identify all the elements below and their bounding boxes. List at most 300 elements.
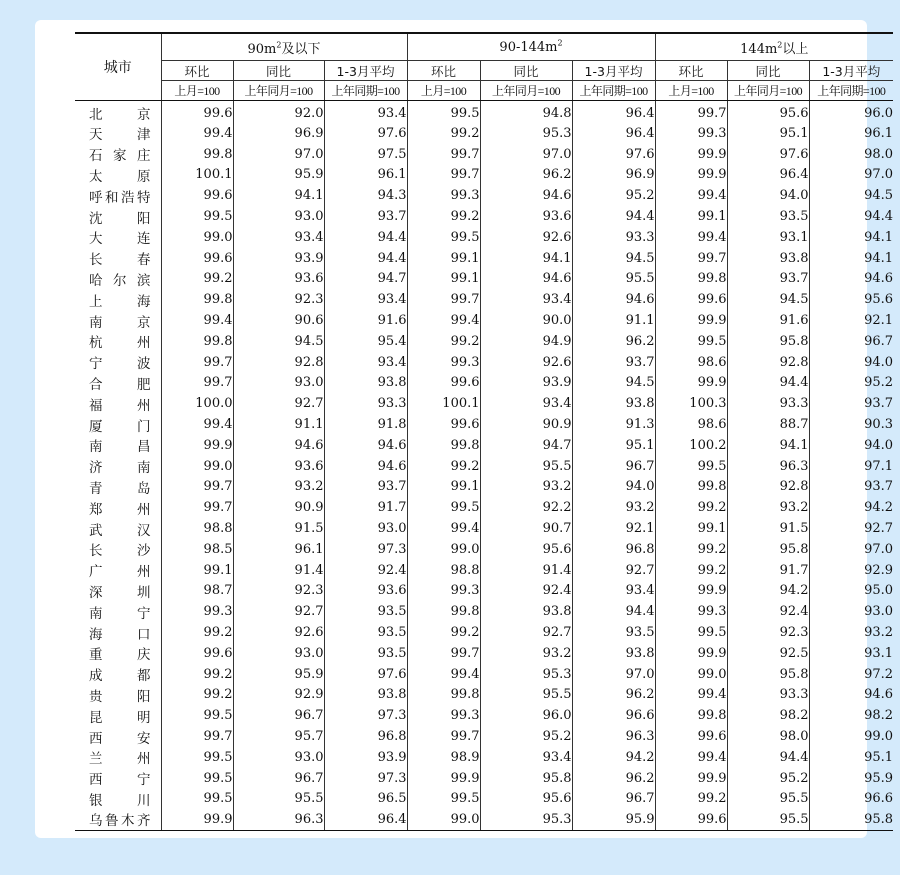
- index-value: 93.0: [233, 206, 324, 227]
- index-value: 98.0: [864, 146, 894, 162]
- base-header: 上年同期=100: [809, 81, 893, 101]
- index-value: 99.5: [407, 789, 480, 810]
- index-value: 94.6: [480, 185, 572, 206]
- index-value: 95.6: [480, 789, 572, 810]
- index-value: 98.2: [864, 708, 894, 724]
- index-value: 95.1: [864, 749, 894, 765]
- index-value: 94.6: [233, 435, 324, 456]
- index-value: 99.6: [161, 643, 233, 664]
- table-row: [75, 747, 893, 768]
- index-value: 90.6: [233, 310, 324, 331]
- index-value: 94.8: [480, 101, 572, 124]
- index-value: 99.6: [655, 289, 727, 310]
- index-value: 94.1: [727, 435, 809, 456]
- index-value: 99.5: [161, 747, 233, 768]
- index-value: 96.4: [572, 123, 655, 144]
- index-value: 92.8: [727, 352, 809, 373]
- index-value: 93.8: [480, 601, 572, 622]
- table-row: [75, 269, 893, 290]
- index-value: 94.0: [727, 185, 809, 206]
- index-value: 98.6: [655, 352, 727, 373]
- index-value: 93.8: [572, 643, 655, 664]
- index-value: 95.2: [480, 726, 572, 747]
- base-header: 上年同月=100: [480, 81, 572, 101]
- table-row: [75, 456, 893, 477]
- index-value: 99.5: [161, 768, 233, 789]
- city-name: 昆明: [75, 705, 161, 726]
- index-value: 93.2: [864, 625, 894, 641]
- city-name: 济南: [75, 456, 161, 477]
- superscript-2: 2: [777, 40, 783, 50]
- index-value: 95.9: [864, 770, 894, 786]
- index-value: 93.3: [727, 393, 809, 414]
- index-value: 99.6: [655, 809, 727, 830]
- city-name: 福州: [75, 393, 161, 414]
- index-value: 94.7: [480, 435, 572, 456]
- city-name: 石家庄: [75, 144, 161, 165]
- index-value: 94.2: [727, 581, 809, 602]
- index-value: 97.6: [324, 123, 407, 144]
- metric-header: 环比: [407, 61, 480, 81]
- index-value: 96.7: [572, 789, 655, 810]
- index-value: 91.6: [324, 310, 407, 331]
- table-body: [75, 101, 893, 831]
- index-value: 93.9: [233, 248, 324, 269]
- index-value: 99.3: [407, 581, 480, 602]
- city-name: 南京: [75, 310, 161, 331]
- index-value: 91.4: [233, 560, 324, 581]
- city-name: 成都: [75, 664, 161, 685]
- city-name: 郑州: [75, 497, 161, 518]
- index-value: 99.2: [407, 123, 480, 144]
- index-value: 99.7: [407, 144, 480, 165]
- index-value: 94.6: [572, 289, 655, 310]
- superscript-2: 2: [557, 38, 563, 48]
- index-value: 93.0: [233, 747, 324, 768]
- index-value: 96.2: [480, 165, 572, 186]
- table-row: [75, 560, 893, 581]
- index-value: 99.1: [655, 206, 727, 227]
- index-value: 93.3: [324, 393, 407, 414]
- index-value: 94.4: [727, 373, 809, 394]
- index-value: 96.4: [572, 101, 655, 124]
- index-value: 99.4: [407, 310, 480, 331]
- index-value: 94.9: [480, 331, 572, 352]
- table-row: [75, 539, 893, 560]
- index-value: 99.2: [655, 497, 727, 518]
- index-value: 94.6: [324, 456, 407, 477]
- index-value: 97.0: [480, 144, 572, 165]
- index-value: 94.4: [572, 206, 655, 227]
- index-value: 99.7: [407, 726, 480, 747]
- city-name: 上海: [75, 289, 161, 310]
- index-value: 92.4: [324, 560, 407, 581]
- index-value: 96.2: [572, 685, 655, 706]
- index-value: 95.1: [572, 435, 655, 456]
- table-card: [35, 20, 894, 838]
- metric-header: 同比: [480, 61, 572, 81]
- index-value: 94.5: [233, 331, 324, 352]
- index-value: 94.2: [864, 500, 894, 516]
- index-value: 96.2: [572, 331, 655, 352]
- index-value: 88.7: [727, 414, 809, 435]
- index-value: 93.9: [324, 747, 407, 768]
- base-header: 上月=100: [655, 81, 727, 101]
- index-value: 95.9: [233, 664, 324, 685]
- base-header: 上年同期=100: [324, 81, 407, 101]
- index-value: 93.9: [480, 373, 572, 394]
- index-value: 92.6: [480, 352, 572, 373]
- index-value: 99.8: [407, 601, 480, 622]
- city-name: 兰州: [75, 747, 161, 768]
- index-value: 99.6: [407, 414, 480, 435]
- index-value: 99.4: [407, 518, 480, 539]
- index-value: 93.7: [864, 479, 894, 495]
- index-value: 98.2: [727, 705, 809, 726]
- index-value: 100.1: [407, 393, 480, 414]
- table-row: [75, 497, 893, 518]
- index-value: 99.0: [655, 664, 727, 685]
- index-value: 96.1: [233, 539, 324, 560]
- table-row: [75, 809, 893, 830]
- table-row: [75, 101, 893, 124]
- index-value: 97.3: [324, 705, 407, 726]
- table-row: [75, 248, 893, 269]
- city-name: 长沙: [75, 539, 161, 560]
- index-value: 100.3: [655, 393, 727, 414]
- index-value: 93.8: [572, 393, 655, 414]
- index-value: 91.5: [233, 518, 324, 539]
- table-row: [75, 435, 893, 456]
- table-row: [75, 227, 893, 248]
- column-group-header: $90-144m^2$: [407, 33, 655, 61]
- index-value: 97.6: [727, 144, 809, 165]
- metric-header: 1-3月平均: [572, 61, 655, 81]
- index-value: 97.0: [572, 664, 655, 685]
- index-value: 94.0: [572, 477, 655, 498]
- table-row: [75, 185, 893, 206]
- index-value: 99.5: [161, 206, 233, 227]
- index-value: 95.6: [864, 292, 894, 308]
- index-value: 99.8: [161, 331, 233, 352]
- table-row: [75, 664, 893, 685]
- index-value: 98.6: [655, 414, 727, 435]
- index-value: 94.6: [324, 435, 407, 456]
- index-value: 93.5: [727, 206, 809, 227]
- index-value: 99.9: [655, 144, 727, 165]
- city-name: 青岛: [75, 477, 161, 498]
- index-value: 99.3: [655, 123, 727, 144]
- table-row: [75, 768, 893, 789]
- index-value: 99.9: [655, 768, 727, 789]
- index-value: 92.0: [233, 101, 324, 124]
- index-value: 99.1: [655, 518, 727, 539]
- index-value: 94.4: [727, 747, 809, 768]
- index-value: 99.2: [407, 456, 480, 477]
- index-value: 97.0: [864, 167, 894, 183]
- index-value: 92.4: [480, 581, 572, 602]
- index-value: 99.2: [161, 685, 233, 706]
- index-value: 92.5: [727, 643, 809, 664]
- city-name: 西宁: [75, 768, 161, 789]
- index-value: 99.7: [655, 248, 727, 269]
- index-value: 99.6: [407, 373, 480, 394]
- index-value: 92.3: [727, 622, 809, 643]
- index-value: 99.7: [655, 101, 727, 124]
- column-header-city: 城市: [75, 33, 161, 101]
- city-name: 深圳: [75, 581, 161, 602]
- index-value: 94.1: [480, 248, 572, 269]
- index-value: 92.7: [572, 560, 655, 581]
- index-value: 96.7: [233, 705, 324, 726]
- index-value: 99.3: [407, 185, 480, 206]
- index-value: 99.6: [161, 248, 233, 269]
- index-value: 99.7: [407, 289, 480, 310]
- index-value: 96.9: [233, 123, 324, 144]
- index-value: 94.1: [864, 250, 894, 266]
- index-value: 94.0: [864, 437, 894, 453]
- index-value: 94.1: [864, 229, 894, 245]
- index-value: 100.0: [161, 393, 233, 414]
- city-name: 贵阳: [75, 685, 161, 706]
- index-value: 92.3: [233, 289, 324, 310]
- city-name: 西安: [75, 726, 161, 747]
- base-header: 上年同期=100: [572, 81, 655, 101]
- table-row: [75, 393, 893, 414]
- table-row: [75, 123, 893, 144]
- table-row: [75, 289, 893, 310]
- index-value: 95.2: [864, 375, 894, 391]
- index-value: 96.9: [572, 165, 655, 186]
- index-value: 99.7: [161, 373, 233, 394]
- index-value: 94.0: [864, 354, 894, 370]
- index-value: 98.8: [407, 560, 480, 581]
- index-value: 99.1: [407, 269, 480, 290]
- index-value: 91.3: [572, 414, 655, 435]
- index-value: 99.5: [655, 622, 727, 643]
- index-value: 95.3: [480, 809, 572, 830]
- table-row: [75, 352, 893, 373]
- index-value: 92.8: [727, 477, 809, 498]
- index-value: 92.7: [864, 521, 894, 537]
- index-value: 99.8: [407, 435, 480, 456]
- index-value: 95.5: [480, 456, 572, 477]
- index-value: 99.2: [655, 789, 727, 810]
- index-value: 97.0: [864, 541, 894, 557]
- index-value: 93.7: [572, 352, 655, 373]
- city-name: 大连: [75, 227, 161, 248]
- index-value: 99.4: [161, 414, 233, 435]
- index-value: 90.9: [480, 414, 572, 435]
- index-value: 93.7: [324, 206, 407, 227]
- table-row: [75, 789, 893, 810]
- index-value: 99.2: [655, 560, 727, 581]
- city-name: 南宁: [75, 601, 161, 622]
- index-value: 95.5: [480, 685, 572, 706]
- index-value: 95.4: [324, 331, 407, 352]
- metric-header: 环比: [161, 61, 233, 81]
- index-value: 92.6: [480, 227, 572, 248]
- index-value: 93.0: [233, 373, 324, 394]
- index-value: 99.9: [655, 310, 727, 331]
- index-value: 95.5: [727, 789, 809, 810]
- index-value: 93.7: [864, 396, 894, 412]
- index-value: 99.9: [655, 581, 727, 602]
- index-value: 92.7: [233, 393, 324, 414]
- index-value: 95.1: [727, 123, 809, 144]
- index-value: 95.5: [572, 269, 655, 290]
- index-value: 99.5: [655, 456, 727, 477]
- index-value: 98.0: [727, 726, 809, 747]
- table-row: [75, 643, 893, 664]
- index-value: 99.7: [161, 726, 233, 747]
- index-value: 94.6: [864, 687, 894, 703]
- index-value: 96.3: [727, 456, 809, 477]
- index-value: 99.0: [407, 539, 480, 560]
- index-value: 95.2: [727, 768, 809, 789]
- index-value: 94.5: [727, 289, 809, 310]
- index-value: 92.7: [480, 622, 572, 643]
- index-value: 91.7: [727, 560, 809, 581]
- city-name: 广州: [75, 560, 161, 581]
- index-value: 95.5: [727, 809, 809, 830]
- index-value: 94.4: [324, 227, 407, 248]
- table-row: [75, 414, 893, 435]
- index-value: 99.4: [655, 747, 727, 768]
- index-value: 96.7: [233, 768, 324, 789]
- index-value: 93.3: [572, 227, 655, 248]
- index-value: 93.4: [480, 393, 572, 414]
- index-value: 95.2: [572, 185, 655, 206]
- index-value: 99.9: [161, 435, 233, 456]
- index-value: 93.5: [324, 622, 407, 643]
- base-header: 上月=100: [161, 81, 233, 101]
- index-value: 94.5: [572, 373, 655, 394]
- index-value: 91.1: [572, 310, 655, 331]
- index-value: 93.2: [727, 497, 809, 518]
- index-value: 99.8: [161, 289, 233, 310]
- index-value: 99.5: [655, 331, 727, 352]
- table-row: [75, 206, 893, 227]
- index-value: 94.7: [324, 269, 407, 290]
- table-row: [75, 705, 893, 726]
- column-group-header: $90m^2$及以下: [161, 33, 407, 61]
- index-value: 90.3: [864, 417, 894, 433]
- index-value: 96.6: [572, 705, 655, 726]
- index-value: 96.3: [233, 809, 324, 830]
- city-name: 呼和浩特: [75, 185, 161, 206]
- index-value: 96.4: [727, 165, 809, 186]
- index-value: 99.4: [655, 227, 727, 248]
- index-value: 98.9: [407, 747, 480, 768]
- index-value: 95.6: [480, 539, 572, 560]
- table-row: [75, 331, 893, 352]
- index-value: 99.9: [655, 373, 727, 394]
- index-value: 93.5: [324, 643, 407, 664]
- index-value: 99.3: [655, 601, 727, 622]
- index-value: 95.9: [233, 165, 324, 186]
- index-value: 90.9: [233, 497, 324, 518]
- index-value: 96.6: [864, 791, 894, 807]
- index-value: 96.1: [864, 125, 894, 141]
- index-value: 93.7: [727, 269, 809, 290]
- index-value: 90.0: [480, 310, 572, 331]
- index-value: 96.5: [324, 789, 407, 810]
- index-value: 99.8: [655, 705, 727, 726]
- index-value: 93.4: [480, 747, 572, 768]
- index-value: 99.5: [407, 101, 480, 124]
- metric-header: 同比: [727, 61, 809, 81]
- index-value: 98.5: [161, 539, 233, 560]
- index-value: 96.7: [864, 333, 894, 349]
- index-value: 99.8: [655, 269, 727, 290]
- index-value: 99.6: [161, 101, 233, 124]
- index-value: 95.3: [480, 664, 572, 685]
- table-row: [75, 726, 893, 747]
- index-value: 95.8: [727, 331, 809, 352]
- metric-header: 同比: [233, 61, 324, 81]
- index-value: 93.4: [572, 581, 655, 602]
- index-value: 95.8: [727, 539, 809, 560]
- index-value: 90.7: [480, 518, 572, 539]
- city-name: 合肥: [75, 373, 161, 394]
- city-name: 重庆: [75, 643, 161, 664]
- city-name: 沈阳: [75, 206, 161, 227]
- table-row: [75, 518, 893, 539]
- table-row: [75, 601, 893, 622]
- index-value: 99.4: [655, 685, 727, 706]
- index-value: 95.0: [864, 583, 894, 599]
- index-value: 99.9: [161, 809, 233, 830]
- index-value: 94.2: [572, 747, 655, 768]
- table-row: [75, 165, 893, 186]
- index-value: 99.4: [407, 664, 480, 685]
- index-value: 95.3: [480, 123, 572, 144]
- index-value: 99.2: [407, 622, 480, 643]
- index-value: 91.8: [324, 414, 407, 435]
- index-value: 94.4: [572, 601, 655, 622]
- index-value: 93.1: [864, 645, 894, 661]
- index-value: 99.0: [864, 729, 894, 744]
- index-value: 92.8: [233, 352, 324, 373]
- index-value: 92.1: [572, 518, 655, 539]
- city-name: 太原: [75, 165, 161, 186]
- index-value: 99.2: [655, 539, 727, 560]
- index-value: 92.9: [233, 685, 324, 706]
- index-value: 94.3: [324, 185, 407, 206]
- index-value: 91.1: [233, 414, 324, 435]
- column-group-header: $144m^2$以上: [655, 33, 893, 61]
- index-value: 93.8: [324, 373, 407, 394]
- superscript-2: 2: [276, 40, 282, 50]
- index-value: 99.1: [407, 477, 480, 498]
- index-value: 98.7: [161, 581, 233, 602]
- metric-header: 1-3月平均: [809, 61, 893, 81]
- index-value: 93.3: [727, 685, 809, 706]
- index-value: 96.3: [572, 726, 655, 747]
- index-value: 96.2: [572, 768, 655, 789]
- table-row: [75, 477, 893, 498]
- index-value: 94.6: [480, 269, 572, 290]
- index-value: 99.0: [161, 227, 233, 248]
- index-value: 99.5: [161, 789, 233, 810]
- city-name: 银川: [75, 789, 161, 810]
- index-value: 99.9: [655, 165, 727, 186]
- table-row: [75, 310, 893, 331]
- index-value: 97.0: [233, 144, 324, 165]
- table-row: [75, 581, 893, 602]
- index-value: 93.2: [233, 477, 324, 498]
